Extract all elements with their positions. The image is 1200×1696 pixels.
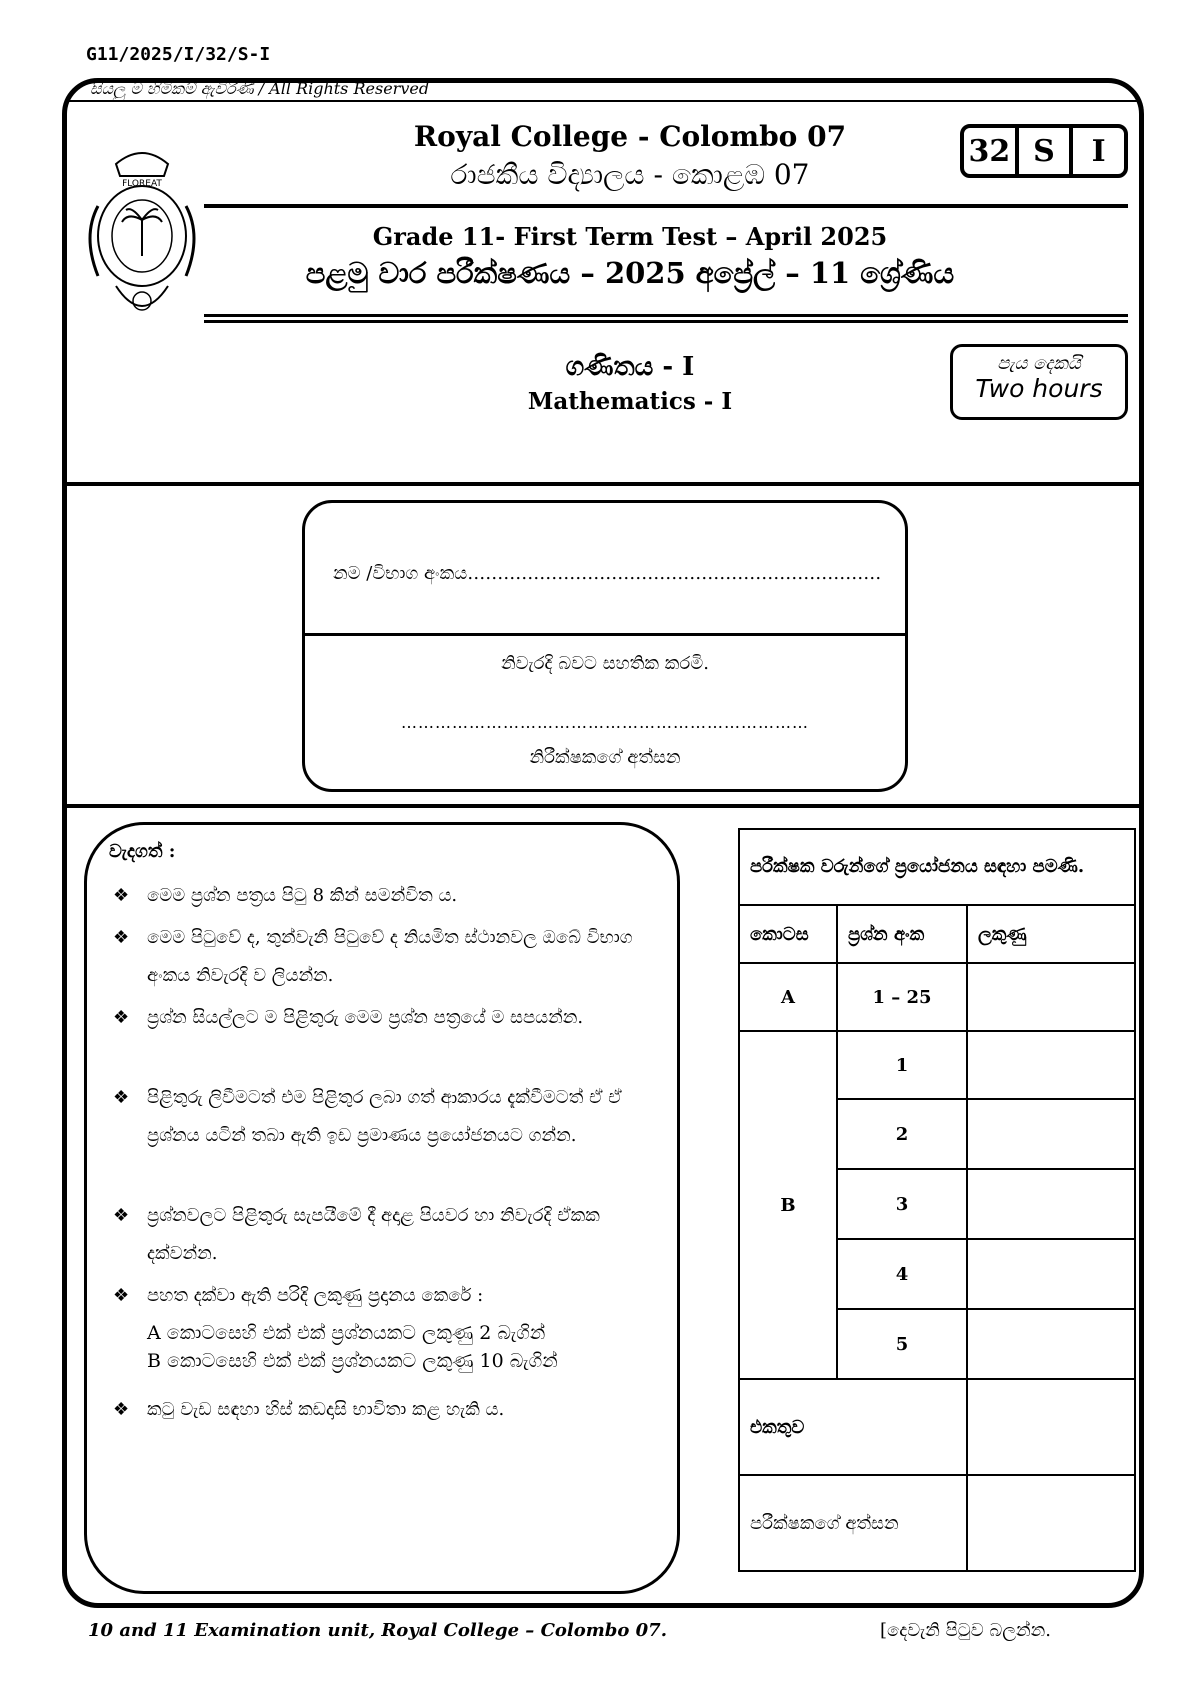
part-b-question: 3 xyxy=(837,1169,967,1239)
part-b-marks-cell[interactable] xyxy=(967,1169,1135,1239)
supervisor-signature-label: නිරීක්ෂකගේ අත්සන xyxy=(529,747,681,768)
instruction-item: ❖ මෙම පිටුවේ ද, තුන්වැනි පිටුවේ ද නියමිත ස්ථානවල ඔබේ විභාග අංකය නිවැරදි ව ලියන්න. xyxy=(113,919,661,995)
name-dots: …………………………………………………………… xyxy=(467,563,882,584)
header-question-no: ප්‍රශ්න අංක xyxy=(837,905,967,963)
exam-title-si: පළමු වාර පරීක්ෂණය – 2025 අප්‍රේල් – 11 ශ්‍රේණිය xyxy=(305,256,955,290)
total-label: එකතුව xyxy=(739,1379,967,1475)
instruction-item: ❖ කටු වැඩ සඳහා හිස් කඩදාසි භාවිතා කළ හැකි ය. xyxy=(113,1391,661,1429)
paper-code: G11/2025/I/32/S-I xyxy=(86,44,271,65)
code-cell-number: 32 xyxy=(964,128,1019,174)
name-label: නම /විභාග අංකය xyxy=(333,563,468,584)
subject-si: ගණිතය - I xyxy=(565,352,695,382)
logo-motto: FLOREAT xyxy=(122,179,162,189)
instructions-title: වැදගත් : xyxy=(109,841,176,862)
bullet-icon: ❖ xyxy=(113,1007,130,1028)
footer-turn-over: [දෙවැනි පිටුව බලන්න. xyxy=(880,1620,1051,1641)
section-divider-1 xyxy=(66,482,1140,486)
part-b-marks-cell[interactable] xyxy=(967,1099,1135,1169)
instruction-item: ❖ ප්‍රශ්න සියල්ලට ම පිළිතුරු මෙම ප්‍රශ්න පත්‍රයේ ම සපයන්න. xyxy=(113,999,661,1037)
header-divider-bottom-2 xyxy=(204,320,1128,323)
bullet-icon: ❖ xyxy=(113,927,130,948)
bullet-icon: ❖ xyxy=(113,1087,130,1108)
header-part: කොටස xyxy=(739,905,837,963)
exam-title-en: Grade 11- First Term Test – April 2025 xyxy=(372,222,888,251)
code-cell-paper: I xyxy=(1091,133,1106,169)
college-name-en: Royal College - Colombo 07 xyxy=(413,120,847,153)
section-divider-2 xyxy=(66,804,1140,808)
instruction-item: ❖ මෙම ප්‍රශ්න පත්‍රය පිටු 8 කින් සමන්විත ය. xyxy=(113,877,661,915)
total-marks-cell[interactable] xyxy=(967,1379,1135,1475)
marks-part-a: A කොටසෙහි එක් එක් ප්‍රශ්නයකට ලකුණු 2 බැගින් xyxy=(147,1322,546,1344)
rights-divider xyxy=(66,100,1140,102)
part-b-question: 4 xyxy=(837,1239,967,1309)
candidate-name-field[interactable] xyxy=(333,563,881,584)
rights-notice: සියලු ම හිමිකම් ඇවිරිණි / All Rights Reserved xyxy=(90,79,430,98)
subject-en: Mathematics - I xyxy=(527,388,733,415)
code-cell-medium: S xyxy=(1019,128,1074,174)
duration-si: පැය දෙකයි xyxy=(997,353,1081,374)
instruction-item: ❖ පහත දක්වා ඇති පරිදි ලකුණු ප්‍රදානය කෙරේ : xyxy=(113,1277,661,1315)
header-divider-bottom-1 xyxy=(204,314,1128,317)
part-b-marks-cell[interactable] xyxy=(967,1031,1135,1099)
header-divider-top xyxy=(204,204,1128,208)
college-name-si: රාජකීය විද්‍යාලය - කොළඹ 07 xyxy=(450,158,810,191)
marks-table-title: පරීක්ෂක වරුන්ගේ ප්‍රයෝජනය සඳහා පමණි. xyxy=(739,829,1135,905)
part-a-marks-cell[interactable] xyxy=(967,963,1135,1031)
duration-box xyxy=(950,344,1128,420)
header-marks: ලකුණු xyxy=(967,905,1135,963)
part-a-range: 1 – 25 xyxy=(837,963,967,1031)
part-b-question: 1 xyxy=(837,1031,967,1099)
signature-line[interactable]: ……………………………………………………………… xyxy=(401,713,809,732)
bullet-icon: ❖ xyxy=(113,1399,130,1420)
part-b-marks-cell[interactable] xyxy=(967,1309,1135,1379)
instruction-item: ❖ ප්‍රශ්නවලට පිළිතුරු සැපයීමේ දී අදාළ පියවර හා නිවැරදි ඒකක දක්වන්න. xyxy=(113,1197,661,1273)
bullet-icon: ❖ xyxy=(113,1285,130,1306)
footer-unit: 10 and 11 Examination unit, Royal College – Colombo 07. xyxy=(88,1620,667,1641)
candidate-info-box xyxy=(302,500,908,792)
bullet-icon: ❖ xyxy=(113,885,130,906)
examiner-marks-table xyxy=(738,828,1136,1572)
part-b-marks-cell[interactable] xyxy=(967,1239,1135,1309)
bullet-icon: ❖ xyxy=(113,1205,130,1226)
examiner-signature-cell[interactable] xyxy=(967,1475,1135,1571)
college-crest-logo xyxy=(76,136,208,326)
marks-part-b: B කොටසෙහි එක් එක් ප්‍රශ්නයකට ලකුණු 10 බැගින් xyxy=(147,1350,558,1372)
part-b-question: 2 xyxy=(837,1099,967,1169)
examiner-signature-label: පරීක්ෂකගේ අත්සන xyxy=(739,1475,967,1571)
instruction-item: ❖ පිළිතුරු ලිවීමටත් එම පිළිතුර ලබා ගත් ආකාරය දැක්වීමටත් ඒ ඒ ප්‍රශ්නය යටින් තබා ඇති ඉඩ ප්‍රමාණය ප්‍රයෝජනයට ගන්න. xyxy=(113,1079,661,1155)
part-a-label: A xyxy=(739,963,837,1031)
subject-code-box xyxy=(960,124,1128,178)
duration-en: Two hours xyxy=(975,374,1103,403)
part-b-label: B xyxy=(739,1031,837,1379)
part-b-question: 5 xyxy=(837,1309,967,1379)
name-box-separator xyxy=(305,633,905,636)
instructions-box xyxy=(84,822,680,1594)
confirm-text: නිවැරදි බවට සහතික කරමි. xyxy=(501,653,709,674)
